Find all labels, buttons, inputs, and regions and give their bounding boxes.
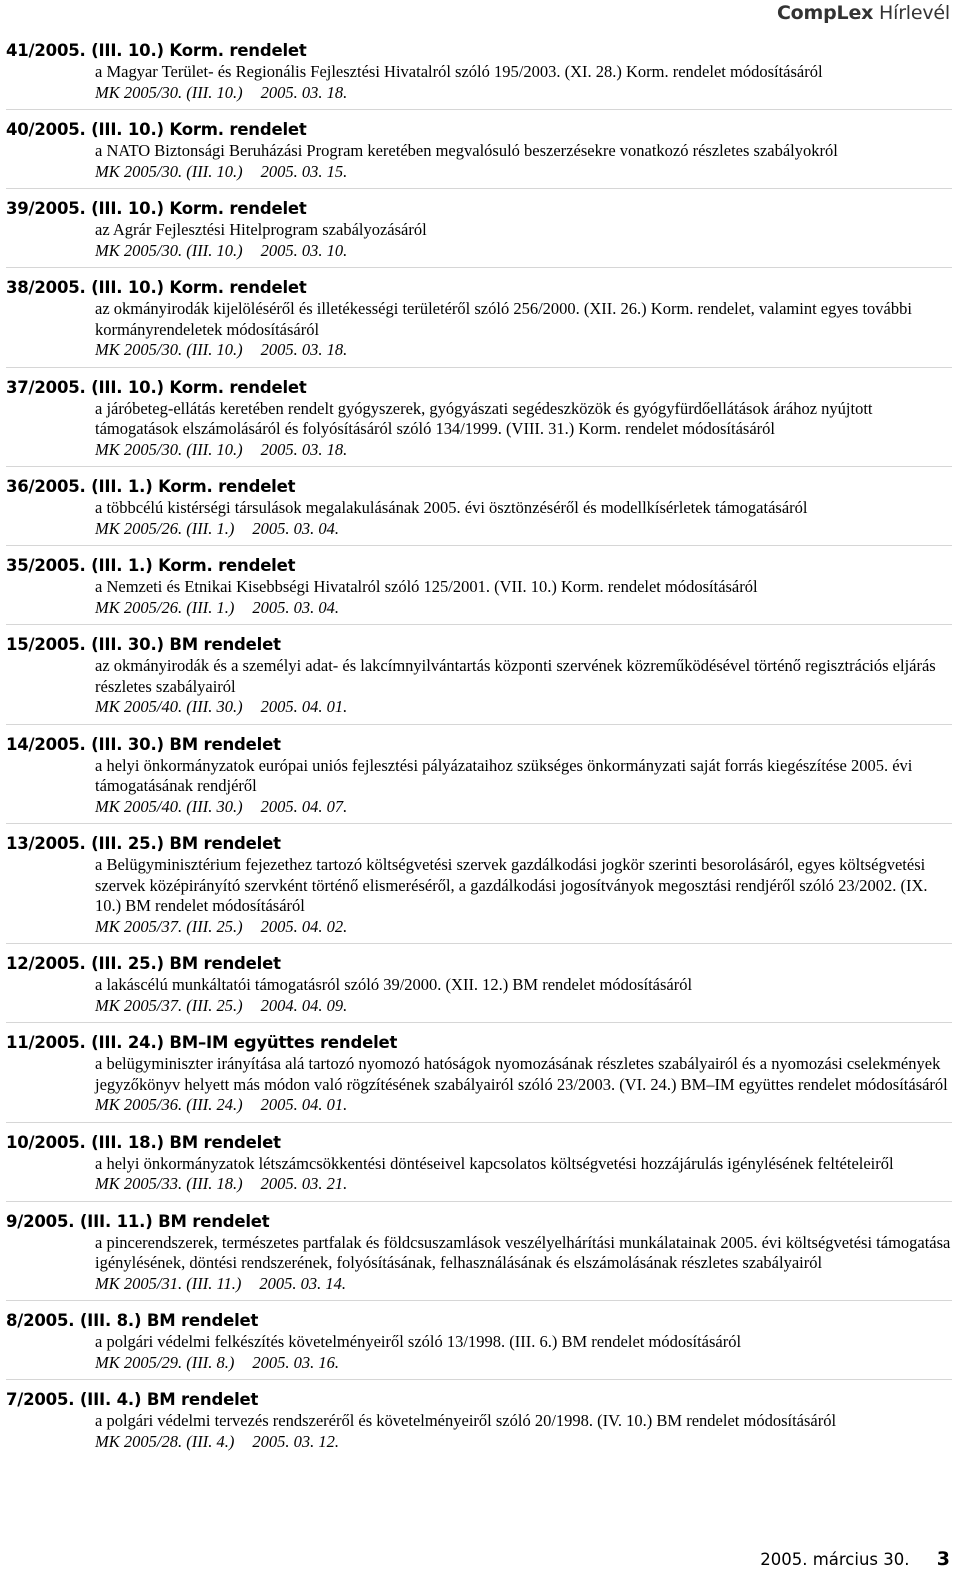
regulation-title: 39/2005. (III. 10.) Korm. rendelet — [6, 199, 307, 218]
regulation-title: 8/2005. (III. 8.) BM rendelet — [6, 1311, 259, 1330]
gazette-reference — [95, 598, 952, 619]
gazette-issue: MK 2005/30. (III. 10.) — [95, 439, 243, 459]
effective-date: 2005. 04. 01. — [260, 1095, 348, 1114]
gazette-issue: MK 2005/40. (III. 30.) — [95, 796, 243, 816]
gazette-reference — [95, 340, 952, 361]
effective-date: 2004. 04. 09. — [260, 995, 348, 1015]
regulation-title: 7/2005. (III. 4.) BM rendelet — [6, 1390, 259, 1409]
effective-date: 2005. 03. 10. — [260, 240, 348, 260]
regulation-entry — [6, 1132, 952, 1202]
regulation-title: 35/2005. (III. 1.) Korm. rendelet — [6, 556, 296, 575]
gazette-issue: MK 2005/33. (III. 18.) — [95, 1174, 243, 1193]
regulation-title: 40/2005. (III. 10.) Korm. rendelet — [6, 120, 307, 139]
regulation-title: 37/2005. (III. 10.) Korm. rendelet — [6, 377, 307, 397]
regulation-description: a belügyminiszter irányítása alá tartozó nyomozó hatóságok nyomozásának részletes szabályairól és a nyomozási cselekmények jegyzőkönyv helyett más módon való rögzítésének szabályairól szóló 23/2003. (VI. 24.) BM–IM együttes rendelet módosításáról — [95, 1054, 948, 1094]
regulation-entry — [6, 1310, 952, 1380]
gazette-issue: MK 2005/37. (III. 25.) — [95, 916, 243, 936]
gazette-issue: MK 2005/31. (III. 11.) — [95, 1273, 242, 1293]
effective-date: 2005. 03. 04. — [252, 518, 339, 538]
gazette-reference — [95, 83, 952, 104]
regulation-title: 9/2005. (III. 11.) BM rendelet — [6, 1211, 270, 1231]
effective-date: 2005. 03. 16. — [252, 1352, 339, 1372]
header-subtitle: Hírlevél — [879, 2, 950, 24]
regulation-entry — [6, 953, 952, 1023]
gazette-reference — [95, 797, 952, 818]
regulation-title: 15/2005. (III. 30.) BM rendelet — [6, 635, 281, 654]
regulation-entry — [6, 1389, 952, 1458]
gazette-reference — [95, 1353, 952, 1374]
gazette-reference — [95, 996, 952, 1017]
regulation-entry — [6, 40, 952, 110]
regulation-description: az okmányirodák és a személyi adat- és lakcímnyilvántartás központi szervének közreműködésével történő regisztrációs eljárás részletes szabályairól — [95, 656, 936, 696]
gazette-issue: MK 2005/36. (III. 24.) — [95, 1095, 243, 1114]
regulation-title: 12/2005. (III. 25.) BM rendelet — [6, 954, 281, 973]
page-footer — [760, 1548, 950, 1570]
gazette-issue: MK 2005/30. (III. 10.) — [95, 240, 243, 260]
effective-date: 2005. 03. 12. — [252, 1431, 339, 1451]
regulation-description: a pincerendszerek, természetes partfalak és földcsuszamlások veszélyelhárítási munkálatainak 2005. évi költségvetési támogatása igénylésének, döntési rendszerének, folyósításának, felhasználásának és elszámolásának részletes szabályairól — [95, 1232, 951, 1272]
regulation-description: a Nemzeti és Etnikai Kisebbségi Hivatalról szóló 125/2001. (VII. 10.) Korm. rendelet módosításáról — [95, 577, 758, 596]
effective-date: 2005. 04. 01. — [260, 697, 348, 716]
regulation-description: a helyi önkormányzatok létszámcsökkentési döntéseivel kapcsolatos költségvetési hozzájárulás igénylésének feltételeiről — [95, 1153, 894, 1173]
regulation-title: 14/2005. (III. 30.) BM rendelet — [6, 734, 281, 754]
regulation-description: a polgári védelmi felkészítés követelményeiről szóló 13/1998. (III. 6.) BM rendelet módosításáról — [95, 1332, 742, 1351]
gazette-issue: MK 2005/26. (III. 1.) — [95, 518, 235, 538]
gazette-issue: MK 2005/40. (III. 30.) — [95, 697, 243, 716]
regulation-entry — [6, 1211, 952, 1302]
footer-date: 2005. március 30. — [760, 1550, 910, 1569]
gazette-reference — [95, 1274, 952, 1295]
gazette-issue: MK 2005/28. (III. 4.) — [95, 1431, 235, 1451]
regulation-title: 10/2005. (III. 18.) BM rendelet — [6, 1132, 281, 1152]
regulation-entry — [6, 198, 952, 268]
regulation-description: a Belügyminisztérium fejezethez tartozó költségvetési szervek gazdálkodási jogkör szerinti besorolásáról, egyes költségvetési szervek középirányító szervként történő elismeréséről, a gazdálkodási jogosítványok megosztási rendjéről szóló 23/2002. (IX. 10.) BM rendelet módosításáról — [95, 855, 928, 915]
gazette-issue: MK 2005/30. (III. 10.) — [95, 161, 243, 181]
regulation-description: a Magyar Terület- és Regionális Fejlesztési Hivatalról szóló 195/2003. (XI. 28.) Korm. rendelet módosításáról — [95, 62, 823, 81]
effective-date: 2005. 04. 07. — [260, 796, 348, 816]
gazette-issue: MK 2005/37. (III. 25.) — [95, 995, 243, 1015]
gazette-reference — [95, 1432, 952, 1453]
regulation-title: 41/2005. (III. 10.) Korm. rendelet — [6, 41, 307, 60]
regulation-entry — [6, 1032, 952, 1123]
gazette-reference — [95, 440, 952, 461]
regulation-entry — [6, 476, 952, 546]
gazette-reference — [95, 162, 952, 183]
regulation-description: az Agrár Fejlesztési Hitelprogram szabályozásáról — [95, 220, 427, 239]
effective-date: 2005. 03. 18. — [260, 340, 348, 359]
gazette-reference — [95, 519, 952, 540]
page-number: 3 — [936, 1548, 950, 1570]
regulation-entry — [6, 119, 952, 189]
regulation-description: a helyi önkormányzatok európai uniós fejlesztési pályázataihoz szükséges önkormányzati saját forrás kiegészítése 2005. évi támogatásának rendjéről — [95, 755, 913, 795]
regulation-entry — [6, 277, 952, 368]
gazette-issue: MK 2005/29. (III. 8.) — [95, 1352, 235, 1372]
regulation-title: 38/2005. (III. 10.) Korm. rendelet — [6, 278, 307, 297]
effective-date: 2005. 03. 15. — [260, 161, 348, 181]
regulation-description: az okmányirodák kijelöléséről és illetékességi területéről szóló 256/2000. (XII. 26.) Korm. rendelet, valamint egyes további kormányrendeletek módosításáról — [95, 299, 912, 339]
regulation-title: 36/2005. (III. 1.) Korm. rendelet — [6, 477, 296, 496]
effective-date: 2005. 03. 04. — [252, 597, 339, 617]
header-brand: CompLex — [776, 2, 874, 24]
regulation-description: a polgári védelmi tervezés rendszeréről és követelményeiről szóló 20/1998. (IV. 10.) BM rendelet módosításáról — [95, 1411, 837, 1430]
regulation-list — [6, 40, 952, 1467]
effective-date: 2005. 03. 18. — [260, 439, 348, 459]
regulation-entry — [6, 734, 952, 825]
regulation-entry — [6, 555, 952, 625]
gazette-reference — [95, 917, 952, 938]
regulation-title: 11/2005. (III. 24.) BM–IM együttes rendelet — [6, 1033, 398, 1052]
regulation-description: a többcélú kistérségi társulások megalakulásának 2005. évi ösztönzéséről és modellkísérletek támogatásáról — [95, 498, 808, 517]
regulation-entry — [6, 377, 952, 468]
effective-date: 2005. 04. 02. — [260, 916, 348, 936]
effective-date: 2005. 03. 14. — [259, 1273, 346, 1293]
regulation-description: a lakáscélú munkáltatói támogatásról szóló 39/2000. (XII. 12.) BM rendelet módosításáról — [95, 975, 693, 994]
gazette-reference — [95, 1095, 952, 1116]
gazette-reference — [95, 697, 952, 718]
gazette-issue: MK 2005/26. (III. 1.) — [95, 597, 235, 617]
gazette-issue: MK 2005/30. (III. 10.) — [95, 82, 243, 102]
gazette-issue: MK 2005/30. (III. 10.) — [95, 340, 243, 359]
gazette-reference — [95, 1174, 952, 1195]
effective-date: 2005. 03. 21. — [260, 1174, 348, 1193]
regulation-description: a NATO Biztonsági Beruházási Program keretében megvalósuló beszerzésekre vonatkozó részletes szabályokról — [95, 141, 838, 160]
regulation-title: 13/2005. (III. 25.) BM rendelet — [6, 834, 281, 853]
page-header — [777, 2, 950, 24]
regulation-entry — [6, 833, 952, 944]
regulation-description: a járóbeteg-ellátás keretében rendelt gyógyszerek, gyógyászati segédeszközök és gyógyfürdőellátások árához nyújtott támogatások elszámolásáról és folyósításáról szóló 134/1999. (VIII. 31.) Korm. rendelet módosításáról — [95, 398, 873, 438]
regulation-entry — [6, 634, 952, 725]
effective-date: 2005. 03. 18. — [260, 82, 348, 102]
gazette-reference — [95, 241, 952, 262]
